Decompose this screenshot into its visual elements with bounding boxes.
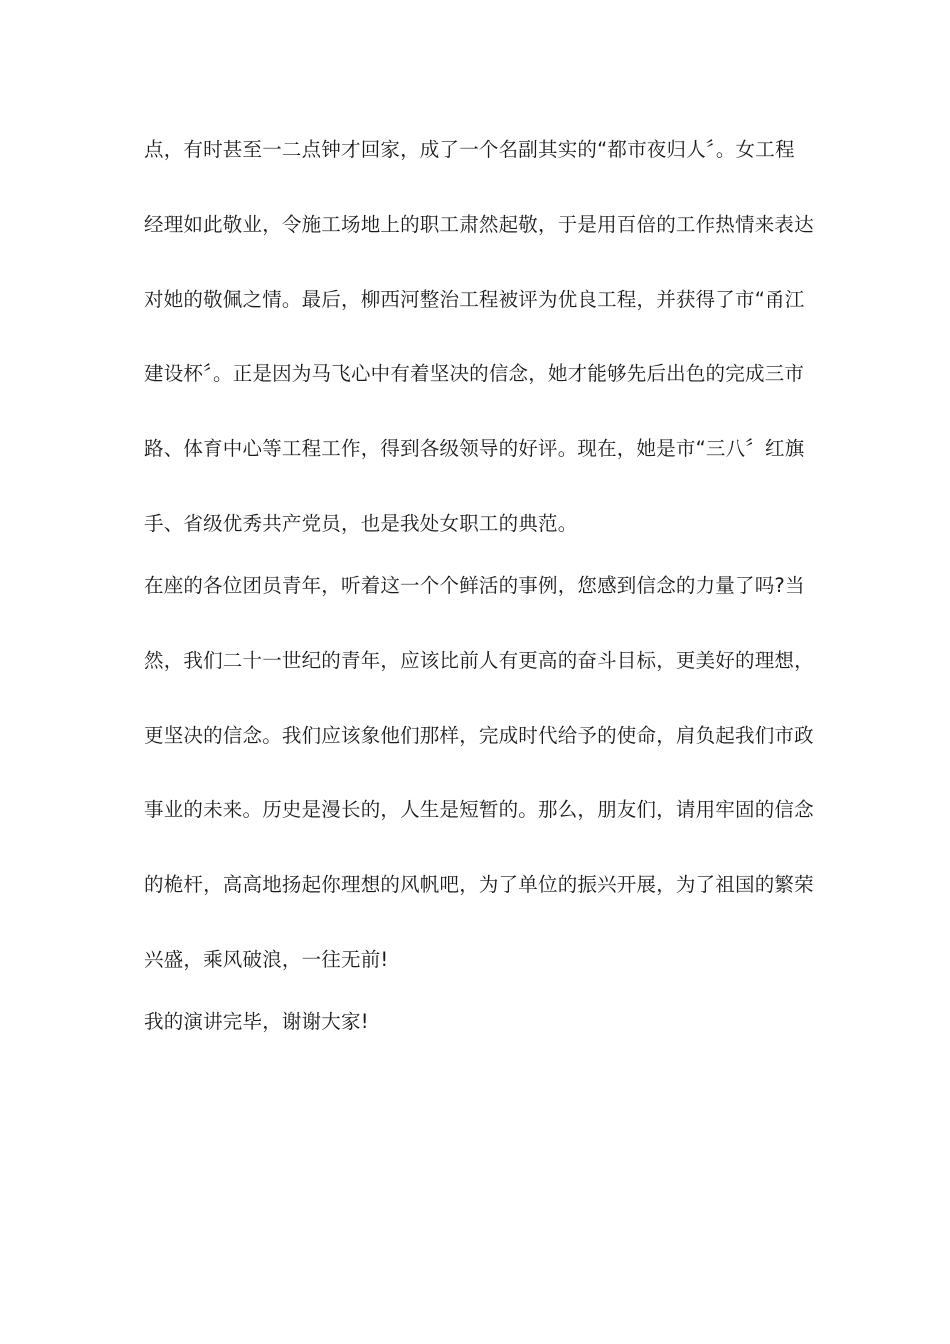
- text-line: 兴盛，乘风破浪，一往无前!: [144, 948, 389, 971]
- text-line: 手、省级优秀共产党员，也是我处女职工的典范。: [144, 512, 578, 535]
- closing-line: 我的演讲完毕，谢谢大家!: [144, 1010, 369, 1033]
- paragraph-start-line: 在座的各位团员青年，听着这一个个鲜活的事例，您感到信念的力量了吗?当: [144, 574, 805, 597]
- text-line: 更坚决的信念。我们应该象他们那样，完成时代给予的使命，肩负起我们市政: [144, 724, 814, 747]
- text-line: 建设杯〞。正是因为马飞心中有着坚决的信念，她才能够先后出色的完成三市: [144, 362, 805, 385]
- text-line: 的桅杆，高高地扬起你理想的风帆吧，为了单位的振兴开展，为了祖国的繁荣: [144, 873, 814, 896]
- text-line: 对她的敬佩之情。最后，柳西河整治工程被评为优良工程，并获得了市“甬江: [144, 288, 805, 311]
- text-line: 然，我们二十一世纪的青年，应该比前人有更高的奋斗目标，更美好的理想，: [144, 649, 814, 672]
- text-line: 事业的未来。历史是漫长的，人生是短暂的。那么，朋友们，请用牢固的信念: [144, 798, 814, 821]
- text-line: 点，有时甚至一二点钟才回家，成了一个名副其实的“都市夜归人〞。女工程: [144, 138, 795, 161]
- text-line: 路、体育中心等工程工作，得到各级领导的好评。现在，她是市“三八〞红旗: [144, 437, 805, 460]
- text-line: 经理如此敬业，令施工场地上的职工肃然起敬，于是用百倍的工作热情来表达: [144, 213, 814, 236]
